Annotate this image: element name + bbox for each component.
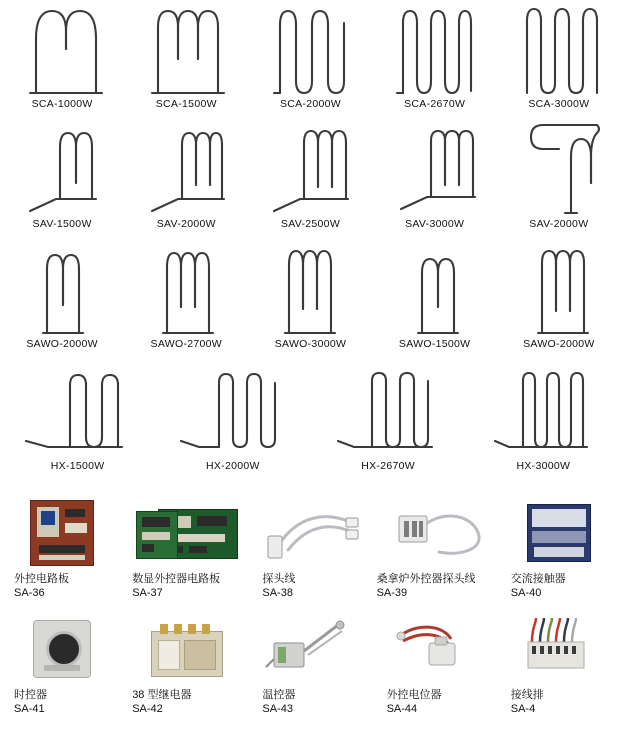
element-code: HX-1500W <box>50 460 105 472</box>
part-item <box>0 494 124 600</box>
part-photo-thermostat <box>248 610 372 688</box>
element-item <box>124 120 248 230</box>
part-name: 外控电路板 <box>14 573 69 585</box>
element-code: SAV-2000W <box>529 218 589 230</box>
part-photo-ac-contactor <box>497 494 621 572</box>
part-item <box>124 610 248 716</box>
element-item <box>124 0 248 110</box>
heater-element-art <box>497 120 621 215</box>
heater-element-art <box>155 362 310 457</box>
part-code: SA-40 <box>510 587 542 599</box>
element-code: SAV-1500W <box>32 218 92 230</box>
element-code: HX-2000W <box>205 460 260 472</box>
part-photo-relay-type-38 <box>124 610 248 688</box>
part-item <box>497 494 621 600</box>
part-name: 探头线 <box>262 573 296 585</box>
element-code: SAWO-2000W <box>26 338 98 350</box>
element-code: SCA-1000W <box>31 98 93 110</box>
element-item <box>155 362 310 472</box>
element-row-sawo <box>0 240 621 350</box>
heater-element-art <box>0 120 124 215</box>
part-code: SA-42 <box>132 703 163 715</box>
element-row-sav <box>0 120 621 230</box>
part-photo-sauna-controller-probe-cable <box>373 494 497 572</box>
element-item <box>466 362 621 472</box>
part-name: 外控电位器 <box>386 689 442 701</box>
heater-element-art <box>311 362 466 457</box>
heater-element-art <box>0 362 155 457</box>
part-name: 温控器 <box>262 689 296 701</box>
heater-element-art <box>124 240 248 335</box>
element-item <box>373 0 497 110</box>
heater-element-art <box>124 0 248 95</box>
heater-element-art <box>0 240 124 335</box>
part-photo-timer <box>0 610 124 688</box>
element-item <box>497 120 621 230</box>
element-item <box>311 362 466 472</box>
part-code: SA-4 <box>510 703 536 715</box>
element-code: SCA-2000W <box>279 98 341 110</box>
element-item <box>124 240 248 350</box>
part-code: SA-37 <box>132 587 163 599</box>
part-name: 数显外控器电路板 <box>132 573 221 585</box>
element-code: SAWO-1500W <box>398 338 471 350</box>
heater-element-art <box>124 120 248 215</box>
element-code: SCA-2670W <box>404 98 466 110</box>
heater-element-art <box>497 0 621 95</box>
parts-row-1 <box>0 494 621 600</box>
element-code: SAWO-3000W <box>274 338 347 350</box>
element-item <box>0 362 155 472</box>
part-photo-control-board-red <box>0 494 124 572</box>
part-item <box>497 610 621 716</box>
part-code: SA-36 <box>14 587 45 599</box>
element-item <box>0 120 124 230</box>
part-code: SA-39 <box>376 587 408 599</box>
heater-element-art <box>0 0 124 95</box>
part-photo-sensor-probe-cable <box>248 494 372 572</box>
part-code: SA-41 <box>14 703 45 715</box>
part-item <box>248 494 372 600</box>
part-photo-terminal-block <box>497 610 621 688</box>
part-name: 38 型继电器 <box>132 689 192 701</box>
element-item <box>497 0 621 110</box>
element-row-hx <box>0 362 621 472</box>
element-code: SCA-3000W <box>528 98 590 110</box>
part-name: 接线排 <box>510 689 544 701</box>
heater-element-art <box>248 240 372 335</box>
element-code: SAV-3000W <box>405 218 465 230</box>
heater-element-art <box>466 362 621 457</box>
element-item <box>373 120 497 230</box>
element-item <box>248 240 372 350</box>
part-item <box>373 494 497 600</box>
element-item <box>0 240 124 350</box>
element-code: SAV-2000W <box>156 218 216 230</box>
element-code: SAV-2500W <box>280 218 341 230</box>
element-item <box>0 0 124 110</box>
heater-element-art <box>373 0 497 95</box>
part-item <box>248 610 372 716</box>
part-code: SA-43 <box>262 703 293 715</box>
part-item <box>373 610 497 716</box>
part-photo-external-potentiometer <box>373 610 497 688</box>
element-item <box>497 240 621 350</box>
heater-element-art <box>248 120 372 215</box>
part-name: 桑拿炉外控器探头线 <box>376 573 476 585</box>
element-code: HX-2670W <box>361 460 415 472</box>
element-code: SAWO-2000W <box>523 338 595 350</box>
heater-element-art <box>373 240 497 335</box>
element-item <box>248 120 372 230</box>
heater-element-art <box>248 0 372 95</box>
part-item <box>124 494 248 600</box>
element-code: HX-3000W <box>516 460 571 472</box>
heater-element-art <box>497 240 621 335</box>
parts-row-2 <box>0 610 621 716</box>
part-photo-digital-control-board-green <box>124 494 248 572</box>
element-item <box>248 0 372 110</box>
part-name: 时控器 <box>14 689 47 701</box>
element-row-sca <box>0 0 621 110</box>
part-code: SA-38 <box>262 587 293 599</box>
element-code: SAWO-2700W <box>150 338 223 350</box>
part-code: SA-44 <box>386 703 418 715</box>
element-item <box>373 240 497 350</box>
heater-element-art <box>373 120 497 215</box>
element-code: SCA-1500W <box>155 98 217 110</box>
part-item <box>0 610 124 716</box>
part-name: 交流接触器 <box>510 573 566 585</box>
